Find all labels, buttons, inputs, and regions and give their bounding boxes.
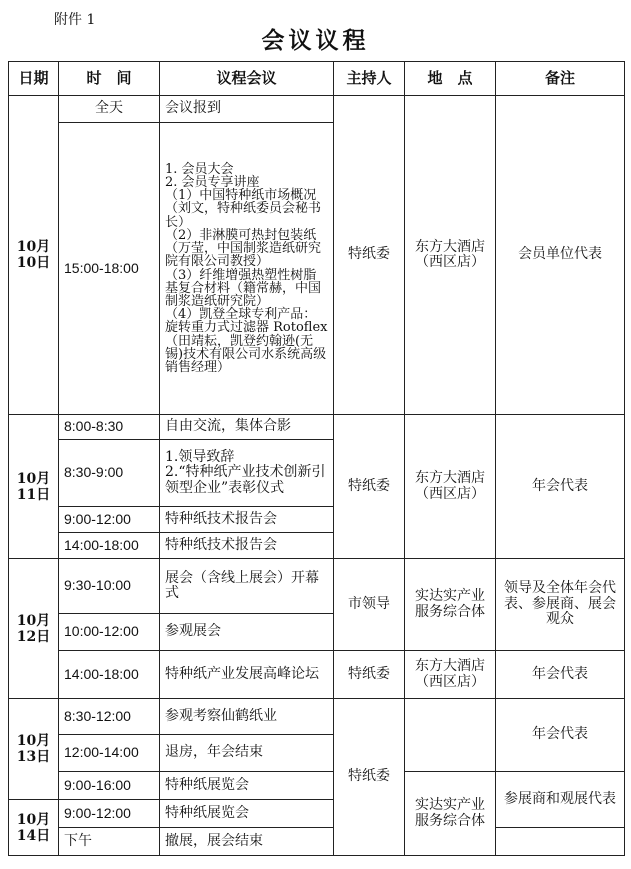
time-cell: 8:30-12:00: [59, 699, 160, 735]
time-cell: 9:00-16:00: [59, 772, 160, 800]
date-cell: 10月 11日: [9, 415, 59, 559]
date-cell: 10月 10日: [9, 96, 59, 415]
time-cell: 8:00-8:30: [59, 415, 160, 440]
note-cell: 年会代表: [496, 415, 625, 559]
note-cell: 会员单位代表: [496, 96, 625, 415]
header-host: 主持人: [334, 62, 405, 96]
time-cell: 9:00-12:00: [59, 507, 160, 533]
agenda-cell: 特种纸技术报告会: [160, 533, 334, 559]
table-row: [9, 828, 625, 856]
place-cell: 东方大酒店（西区店）: [405, 96, 496, 415]
agenda-cell: 特种纸展览会: [160, 772, 334, 800]
time-cell: 下午: [59, 828, 160, 856]
time-cell: 9:30-10:00: [59, 559, 160, 614]
agenda-cell: 特种纸产业发展高峰论坛: [160, 651, 334, 699]
agenda-cell: 退房，年会结束: [160, 735, 334, 772]
time-cell: 15:00-18:00: [59, 123, 160, 415]
page-title: 会议议程: [261, 27, 370, 54]
host-cell: 特纸委: [334, 96, 405, 415]
date-cell: 10月 14日: [9, 800, 59, 856]
table-row: [9, 415, 625, 440]
time-cell: 12:00-14:00: [59, 735, 160, 772]
table-row: [9, 699, 625, 735]
agenda-cell: 自由交流，集体合影: [160, 415, 334, 440]
table-row: [9, 772, 625, 800]
place-cell: 东方大酒店（西区店）: [405, 415, 496, 559]
note-cell: 参展商和观展代表: [496, 772, 625, 828]
host-cell: 特纸委: [334, 415, 405, 559]
agenda-cell: 特种纸技术报告会: [160, 507, 334, 533]
time-cell: 8:30-9:00: [59, 440, 160, 507]
time-cell: 14:00-18:00: [59, 533, 160, 559]
agenda-cell: 1.领导致辞 2.“特种纸产业技术创新引领型企业”表彰仪式: [160, 440, 334, 507]
place-cell: 实达实产业服务综合体: [405, 772, 496, 856]
table-row: [9, 96, 625, 123]
host-cell: 特纸委: [334, 651, 405, 699]
place-cell: 东方大酒店（西区店）: [405, 651, 496, 699]
time-cell: 10:00-12:00: [59, 614, 160, 651]
agenda-cell: 参观展会: [160, 614, 334, 651]
note-cell: 年会代表: [496, 651, 625, 699]
place-cell: 实达实产业服务综合体: [405, 559, 496, 651]
header-note: 备注: [496, 62, 625, 96]
agenda-cell: 特种纸展览会: [160, 800, 334, 828]
date-cell: 10月 13日: [9, 699, 59, 800]
date-cell: 10月 12日: [9, 559, 59, 699]
header-row: [9, 62, 625, 96]
place-cell-empty: [405, 699, 496, 772]
time-cell: 全天: [59, 96, 160, 123]
time-cell: 14:00-18:00: [59, 651, 160, 699]
attachment-label: 附件 1: [54, 12, 96, 28]
agenda-cell: 1. 会员大会 2. 会员专享讲座 （1）中国特种纸市场概况（刘文，特种纸委员会秘书长） （2）非淋膜可热封包装纸（万莹，中国制浆造纸研究院有限公司教授） （3）纤维增强热塑性树脂基复合材料（籍常赫，中国制浆造纸研究院） （4）凯登全球专利产品：旋转重力式过滤器 Rotoflex（田靖耘，凯登约翰逊(无锡)技术有限公司水系统高级销售经理）: [160, 123, 334, 415]
table-row: [9, 559, 625, 614]
agenda-cell: 参观考察仙鹤纸业: [160, 699, 334, 735]
header-time: 时 间: [59, 62, 160, 96]
agenda-table: [8, 61, 625, 856]
note-cell: 领导及全体年会代表、参展商、展会观众: [496, 559, 625, 651]
agenda-cell: 会议报到: [160, 96, 334, 123]
header-date: 日期: [9, 62, 59, 96]
header-agenda: 议程会议: [160, 62, 334, 96]
note-cell: 年会代表: [496, 699, 625, 772]
note-cell-empty: [496, 828, 625, 856]
header-place: 地 点: [405, 62, 496, 96]
host-cell: 市领导: [334, 559, 405, 651]
agenda-cell: 展会（含线上展会）开幕式: [160, 559, 334, 614]
time-cell: 9:00-12:00: [59, 800, 160, 828]
table-row: [9, 651, 625, 699]
host-cell: 特纸委: [334, 699, 405, 856]
agenda-cell: 撤展，展会结束: [160, 828, 334, 856]
